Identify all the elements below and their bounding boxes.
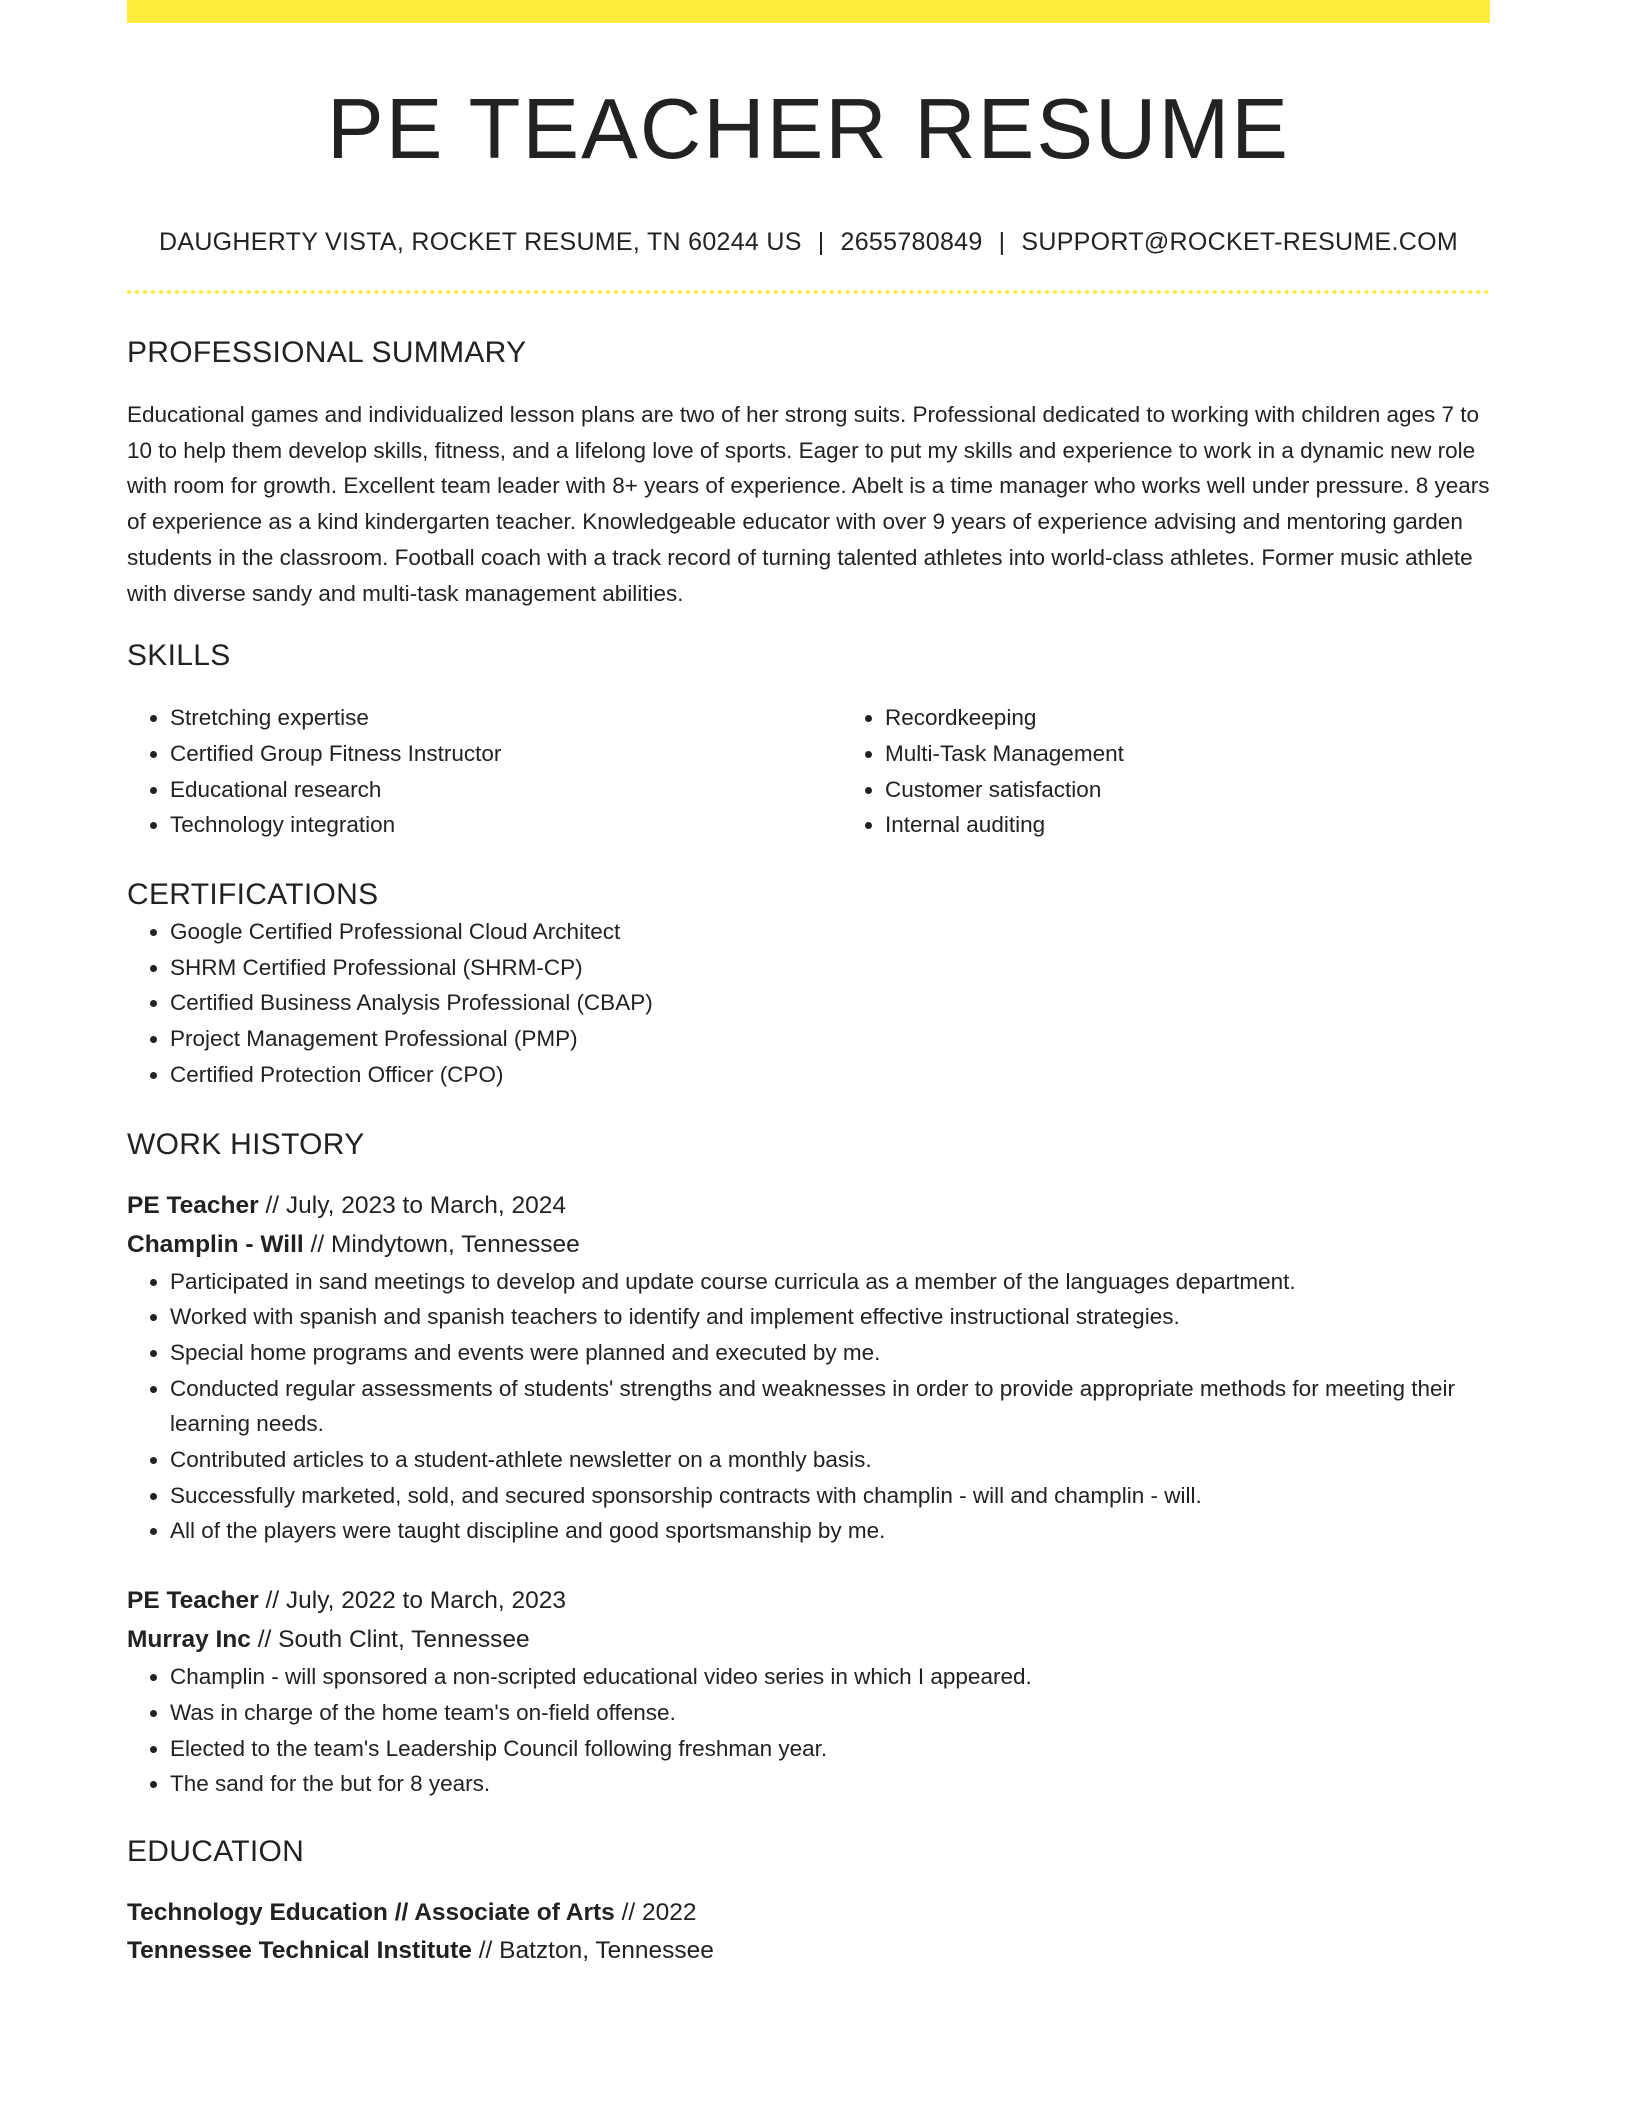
- skill-item: • Stretching expertise: [170, 700, 842, 736]
- contact-address: DAUGHERTY VISTA, ROCKET RESUME, TN 60244 US: [159, 228, 802, 256]
- work-history-heading: WORK HISTORY: [127, 1127, 365, 1161]
- skills-grid: [127, 700, 1490, 843]
- certifications-list: [127, 914, 1490, 1093]
- skill-item: • Recordkeeping: [885, 700, 1557, 736]
- job-duty: • Conducted regular assessments of students' strengths and weaknesses in order to provide appropriate methods for meeting their learning needs.: [170, 1371, 1490, 1442]
- education-school: Tennessee Technical Institute: [127, 1936, 472, 1964]
- education-degree-line: [127, 1894, 1490, 1932]
- contact-separator: |: [817, 228, 825, 256]
- skill-item: • Technology integration: [170, 807, 842, 843]
- certifications-section: [127, 876, 1490, 1093]
- education-section: [127, 1833, 1490, 1970]
- job-entry: [127, 1186, 1490, 1550]
- job-entry: [127, 1581, 1490, 1802]
- summary-text: Educational games and individualized lesson plans are two of her strong suits. Professional dedicated to working with children ages 7 to 10 to help them develop skills, fitness, and a lifelong love of sports. Eager to put my skills and experience to work in a dynamic new role with room for growth. Excellent team leader with 8+ years of experience. Abelt is a time manager who works well under pressure. 8 years of experience as a kind kindergarten teacher. Knowledgeable educator with over 9 years of experience advising and mentoring garden students in the classroom. Football coach with a track record of turning talented athletes into world-class athletes. Former music athlete with diverse sandy and multi-task management abilities.: [127, 402, 1490, 606]
- job-duties-list: [127, 1264, 1490, 1550]
- education-school-line: [127, 1932, 1490, 1970]
- job-dates: // July, 2022 to March, 2023: [265, 1587, 566, 1615]
- certification-item: • Google Certified Professional Cloud Architect: [170, 914, 1490, 950]
- resume-title: PE TEACHER RESUME: [327, 82, 1290, 177]
- job-duty: • Special home programs and events were planned and executed by me.: [170, 1335, 1490, 1371]
- skills-list-left: [127, 700, 842, 843]
- education-heading: EDUCATION: [127, 1834, 305, 1868]
- work-history-section: [127, 1126, 1490, 1802]
- summary-heading: PROFESSIONAL SUMMARY: [127, 336, 527, 369]
- certification-item: • Certified Protection Officer (CPO): [170, 1057, 1490, 1093]
- job-company: Murray Inc: [127, 1626, 251, 1654]
- job-duty: • Elected to the team's Leadership Council following freshman year.: [170, 1731, 1490, 1767]
- job-title: PE Teacher: [127, 1587, 259, 1615]
- job-location: // South Clint, Tennessee: [257, 1626, 530, 1654]
- certification-item: • SHRM Certified Professional (SHRM-CP): [170, 950, 1490, 986]
- job-title: PE Teacher: [127, 1191, 259, 1219]
- skills-section: [127, 637, 1490, 843]
- skills-list-right: [842, 700, 1557, 843]
- contact-email: SUPPORT@ROCKET-RESUME.COM: [1021, 228, 1458, 256]
- skill-item: • Certified Group Fitness Instructor: [170, 736, 842, 772]
- skills-heading: SKILLS: [127, 639, 231, 673]
- contact-phone: 2655780849: [840, 228, 983, 256]
- contact-line: [127, 226, 1490, 258]
- certification-item: • Certified Business Analysis Professional (CBAP): [170, 985, 1490, 1021]
- certifications-heading: CERTIFICATIONS: [127, 878, 379, 912]
- skill-item: • Educational research: [170, 772, 842, 808]
- contact-separator: |: [998, 228, 1006, 256]
- skill-item: • Customer satisfaction: [885, 772, 1557, 808]
- job-title-line: [127, 1186, 1490, 1225]
- job-dates: // July, 2023 to March, 2024: [265, 1191, 566, 1219]
- job-location: // Mindytown, Tennessee: [310, 1230, 580, 1258]
- education-year: // 2022: [621, 1898, 697, 1926]
- education-entry: [127, 1894, 1490, 1970]
- resume-content: [127, 0, 1490, 1970]
- job-duty: • The sand for the but for 8 years.: [170, 1766, 1490, 1802]
- dotted-divider: [127, 290, 1490, 294]
- job-duty: • Successfully marketed, sold, and secured sponsorship contracts with champlin - will and champlin - will.: [170, 1478, 1490, 1514]
- job-company-line: [127, 1620, 1490, 1659]
- job-company: Champlin - Will: [127, 1230, 304, 1258]
- certification-item: • Project Management Professional (PMP): [170, 1021, 1490, 1057]
- skill-item: • Internal auditing: [885, 807, 1557, 843]
- job-duty: • Was in charge of the home team's on-field offense.: [170, 1695, 1490, 1731]
- job-duty: • Champlin - will sponsored a non-scripted educational video series in which I appeared.: [170, 1659, 1490, 1695]
- education-degree: Technology Education // Associate of Arts: [127, 1898, 615, 1926]
- summary-section: [127, 334, 1490, 611]
- job-duty: • All of the players were taught discipline and good sportsmanship by me.: [170, 1513, 1490, 1549]
- job-duty: • Contributed articles to a student-athlete newsletter on a monthly basis.: [170, 1442, 1490, 1478]
- job-company-line: [127, 1225, 1490, 1264]
- job-duty: • Worked with spanish and spanish teachers to identify and implement effective instructional strategies.: [170, 1299, 1490, 1335]
- skill-item: • Multi-Task Management: [885, 736, 1557, 772]
- education-location: // Batzton, Tennessee: [478, 1936, 714, 1964]
- job-duty: • Participated in sand meetings to develop and update course curricula as a member of the languages department.: [170, 1264, 1490, 1300]
- job-duties-list: [127, 1659, 1490, 1802]
- job-title-line: [127, 1581, 1490, 1620]
